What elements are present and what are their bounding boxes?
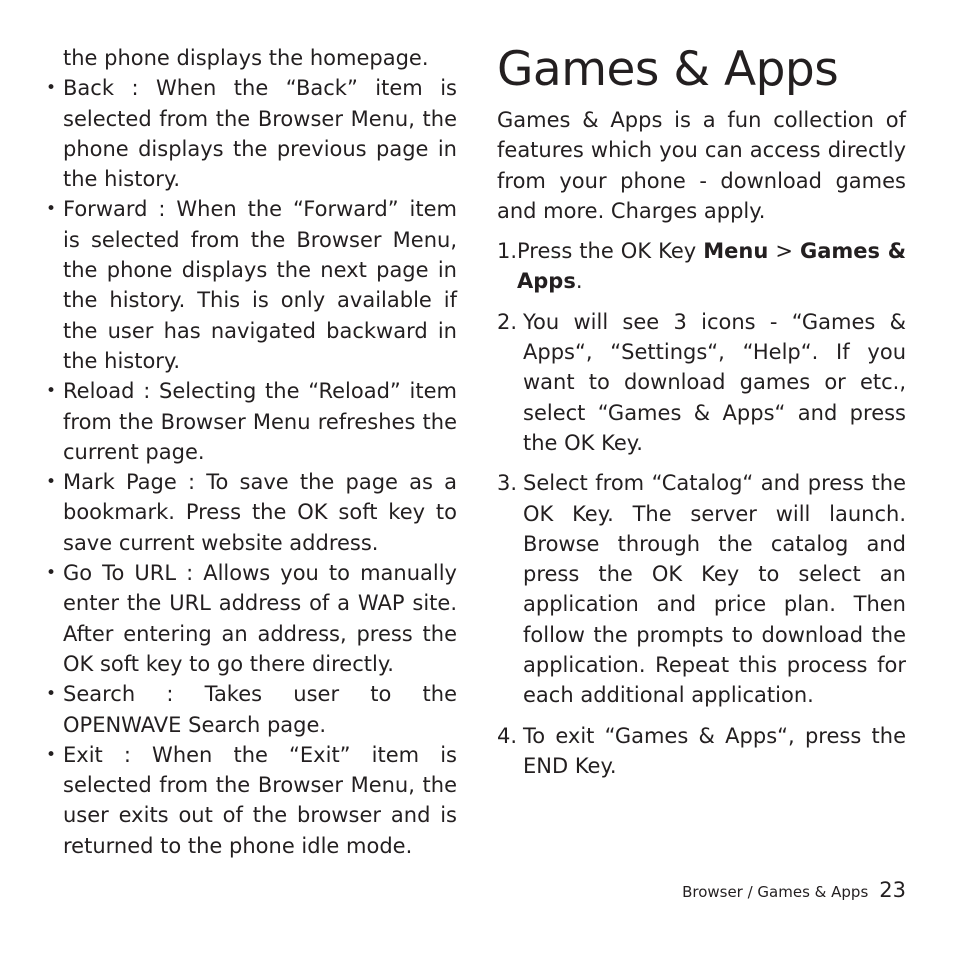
step-number: 1.	[497, 239, 518, 264]
step-2	[497, 307, 906, 458]
list-item-exit: • Exit : When the “Exit” item is selected from the Browser Menu, the user exits out of the browser and is returned to the phone idle mode.	[43, 740, 457, 861]
step-text: Select from “Catalog“ and press the OK Key. The server will launch. Browse through the catalog and press the OK Key to select an application and price plan. Then follow the prompts to download the application. Repeat this process for each additional application.	[523, 471, 906, 708]
step-text: Press the OK Key	[517, 239, 704, 264]
step-text: To exit “Games & Apps“, press the END Key.	[523, 723, 906, 778]
step-3	[497, 468, 906, 710]
list-item-forward: • Forward : When the “Forward” item is selected from the Browser Menu, the phone displays the next page in the history. This is only available if the user has navigated backward in the history.	[43, 194, 457, 376]
browser-menu-list	[43, 73, 457, 861]
continuation-text: the phone displays the homepage.	[63, 46, 429, 70]
list-item-mark-page: • Mark Page : To save the page as a bookmark. Press the OK soft key to save current website address.	[43, 467, 457, 558]
step-number: 3.	[497, 471, 518, 496]
step-4	[497, 721, 906, 782]
list-item-go-to-url: • Go To URL : Allows you to manually enter the URL address of a WAP site. After entering an address, press the OK soft key to go there directly.	[43, 558, 457, 679]
intro-paragraph: Games & Apps is a fun collection of features which you can access directly from your phone - download games and more. Charges apply.	[497, 108, 906, 223]
steps-list	[497, 236, 906, 781]
games-apps-label: Games & Apps	[517, 239, 907, 294]
step-1	[497, 236, 906, 297]
page-number: 23	[879, 878, 906, 902]
step-number: 4.	[497, 723, 518, 748]
list-item-reload: • Reload : Selecting the “Reload” item from the Browser Menu refreshes the current page.	[43, 376, 457, 467]
menu-label: Menu	[703, 239, 769, 264]
section-label: Browser / Games & Apps	[682, 883, 869, 901]
list-item-back: • Back : When the “Back” item is selected from the Browser Menu, the phone displays the previous page in the history.	[43, 73, 457, 194]
right-column	[497, 40, 906, 791]
period: .	[575, 269, 583, 294]
list-item-search: • Search : Takes user to the OPENWAVE Search page.	[43, 679, 457, 740]
page-title: Games & Apps	[497, 42, 839, 97]
left-column	[43, 43, 457, 861]
separator: >	[768, 239, 800, 264]
step-number: 2.	[497, 309, 518, 334]
page-footer	[682, 878, 906, 902]
step-text: You will see 3 icons - “Games & Apps“, “Settings“, “Help“. If you want to download games or etc., select “Games & Apps“ and press the OK Key.	[523, 309, 906, 455]
